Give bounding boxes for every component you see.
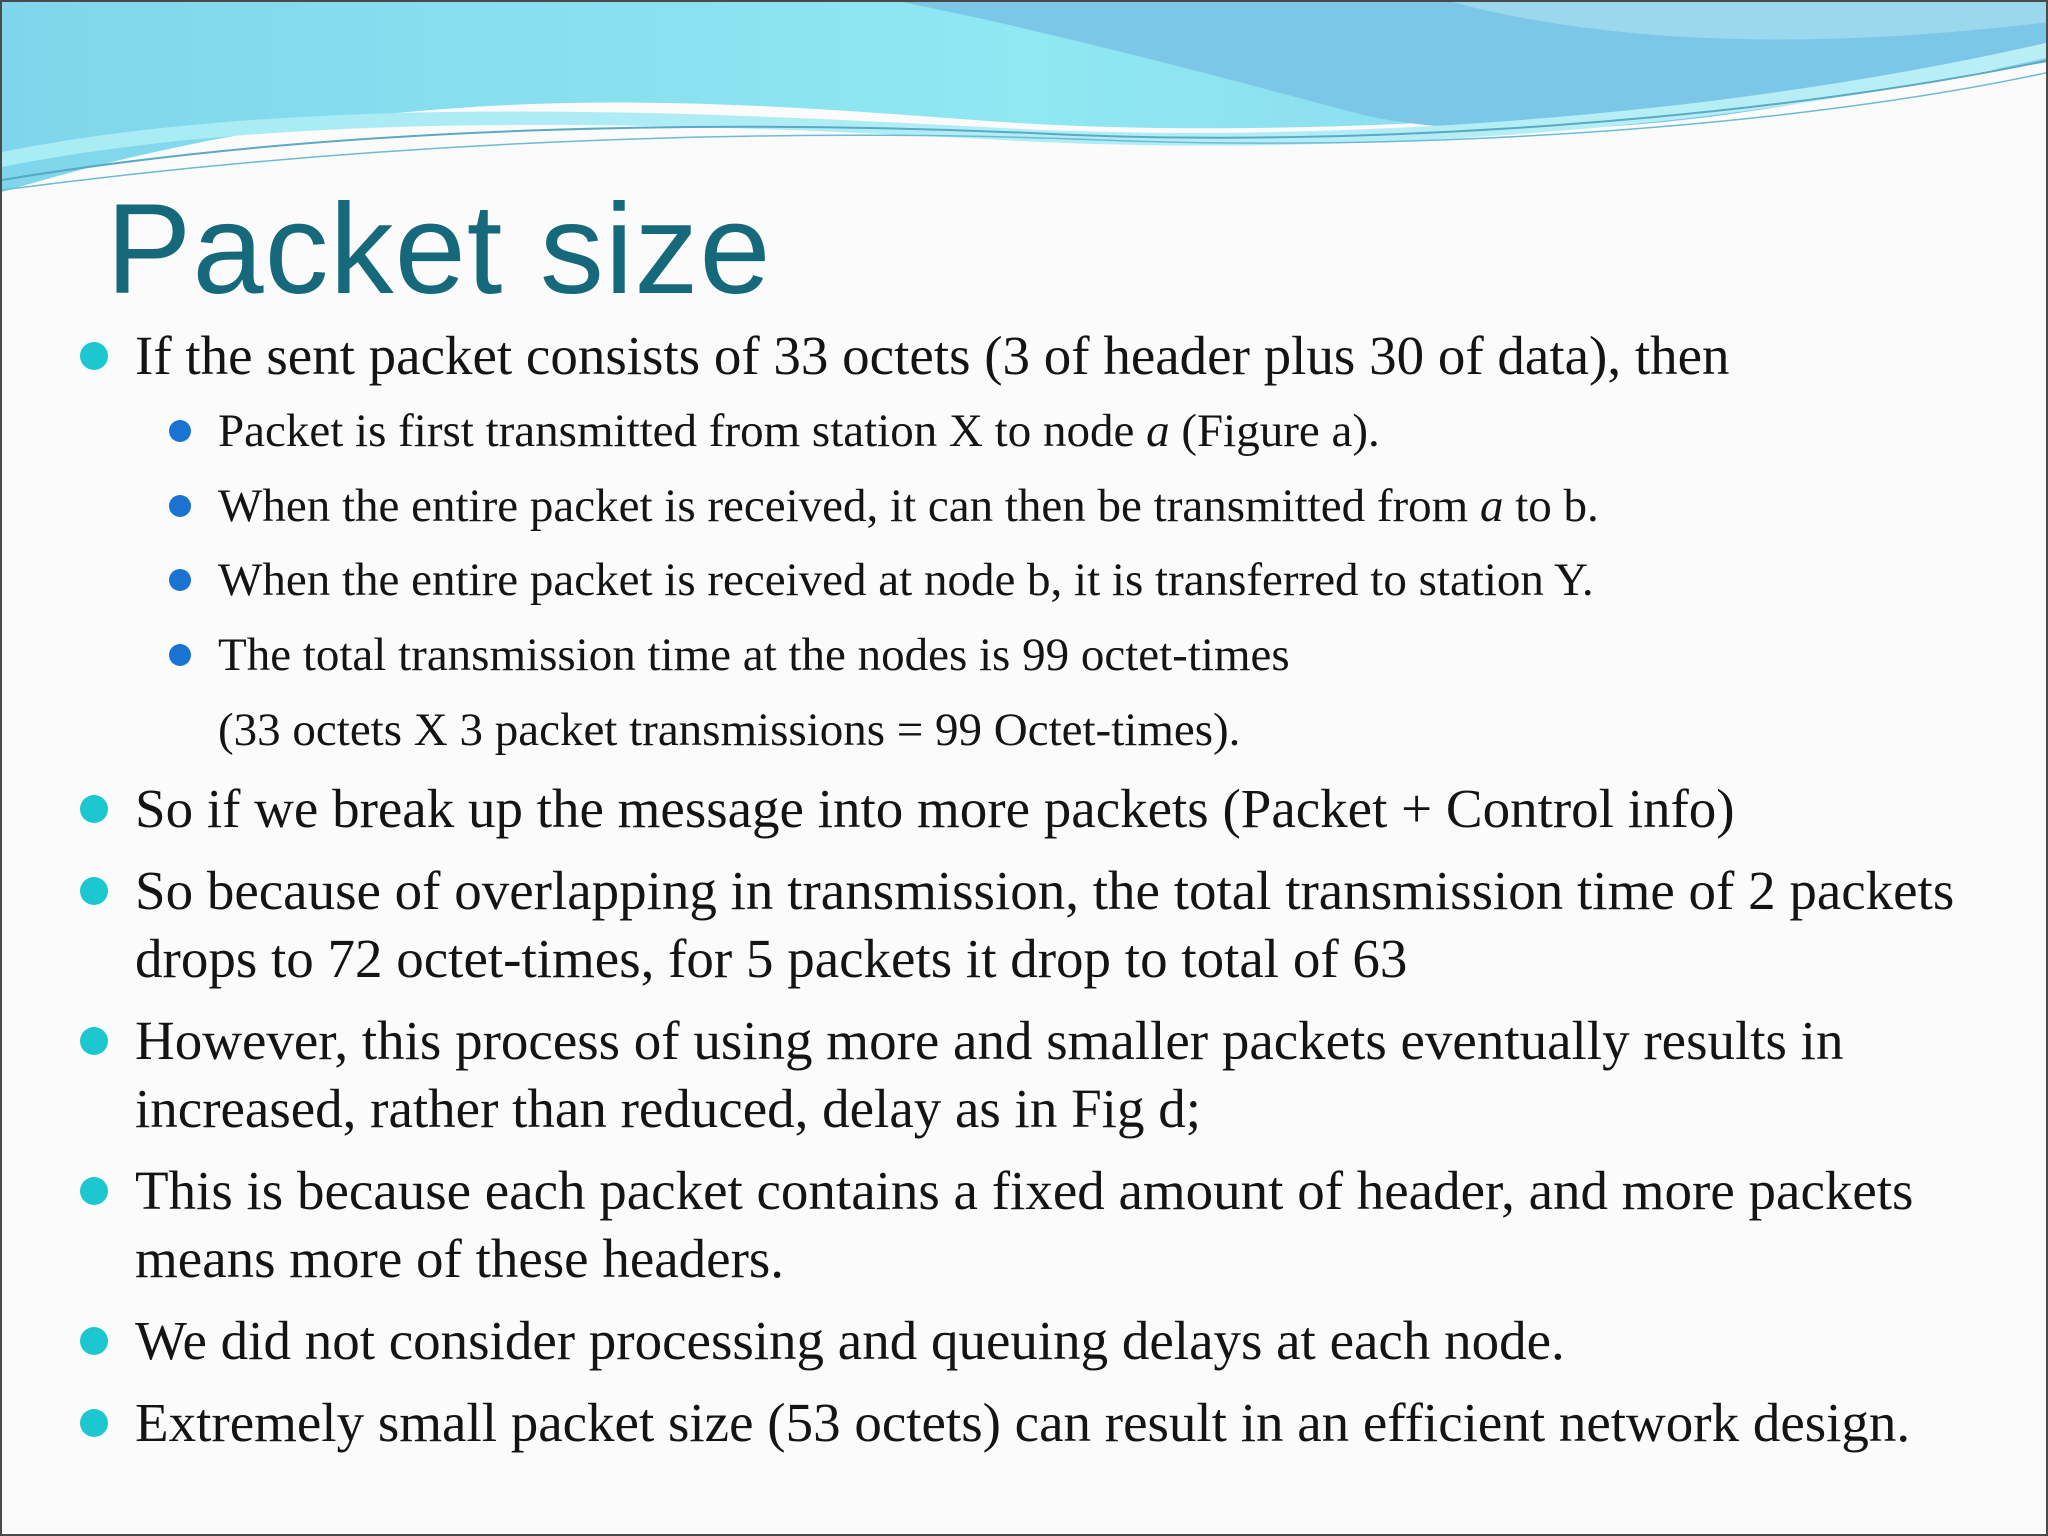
- sub-bullet-item: When the entire packet is received at node b, it is transferred to station Y.: [218, 554, 1594, 606]
- bullet-item: Extremely small packet size (53 octets) can result in an efficient network design.: [135, 1392, 1911, 1453]
- bullet-marker: [80, 795, 108, 823]
- sub-bullet-marker: [169, 420, 191, 442]
- sub-bullet-item: The total transmission time at the nodes is 99 octet-times (33 octets X 3 packet transmissions = 99 Octet-times).: [218, 629, 1290, 756]
- sub-bullet-marker: [169, 644, 191, 666]
- emphasis-text: a: [1479, 480, 1504, 532]
- bullet-item: So if we break up the message into more packets (Packet + Control info): [135, 778, 1735, 839]
- bullet-item: If the sent packet consists of 33 octets (3 of header plus 30 of data), then: [135, 325, 1730, 386]
- sub-bullet-marker: [169, 495, 191, 517]
- bullet-item: However, this process of using more and smaller packets eventually results in increased, rather than reduced, delay as in Fig d;: [135, 1010, 1844, 1139]
- bullet-item: This is because each packet contains a fixed amount of header, and more packets means more of these headers.: [135, 1160, 1914, 1289]
- bullet-marker: [80, 1409, 108, 1437]
- sub-bullet-item: When the entire packet is received, it can then be transmitted from a to b.: [218, 480, 1599, 532]
- bullet-item: So because of overlapping in transmission, the total transmission time of 2 packets drops to 72 octet-times, for 5 packets it drop to total of 63: [135, 860, 1955, 989]
- bullet-marker: [80, 1327, 108, 1355]
- bullet-marker: [80, 342, 108, 370]
- bullet-marker: [80, 1027, 108, 1055]
- sub-bullet-item: Packet is first transmitted from station X to node a (Figure a).: [218, 405, 1380, 457]
- bullet-item: We did not consider processing and queuing delays at each node.: [135, 1310, 1565, 1371]
- bullet-marker: [80, 1177, 108, 1205]
- emphasis-text: a: [1146, 405, 1170, 457]
- bullet-marker: [80, 877, 108, 905]
- sub-bullet-marker: [169, 569, 191, 591]
- slide-title: Packet size: [106, 178, 772, 321]
